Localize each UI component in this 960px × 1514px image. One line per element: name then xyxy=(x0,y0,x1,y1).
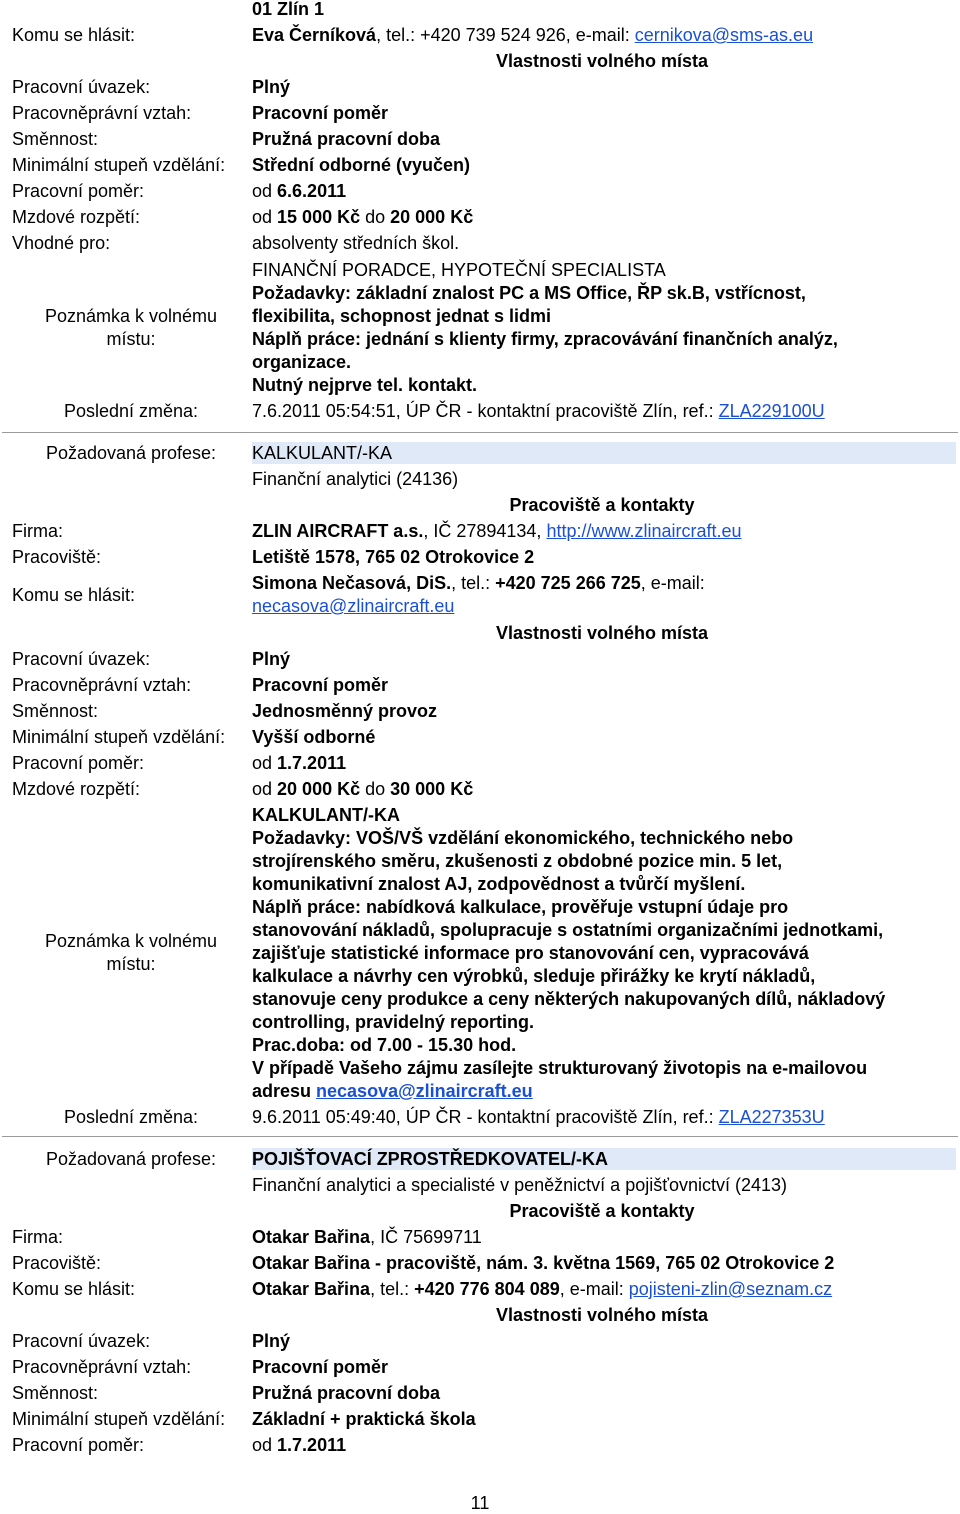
company-value xyxy=(252,520,742,542)
ref-link[interactable]: ZLA227353U xyxy=(718,1107,825,1127)
workplace-contacts-heading: Pracoviště a kontakty xyxy=(509,1201,695,1221)
contact-label: Komu se hlásit: xyxy=(12,1279,136,1299)
suitable-label: Vhodné pro: xyxy=(12,233,111,253)
note-line: stanovuje ceny produkce a ceny některých nakupovaných dílů, nákladový xyxy=(252,989,886,1009)
last-change-value xyxy=(252,400,825,422)
last-change-text: 9.6.2011 05:49:40, ÚP ČR - kontaktní pracoviště Zlín, ref.: xyxy=(252,1107,719,1127)
note-label: Poznámka k volnému xyxy=(44,306,218,326)
company-label: Firma: xyxy=(12,521,63,541)
employment-date: 6.6.2011 xyxy=(277,181,347,201)
contact-label: Komu se hlásit: xyxy=(12,585,136,605)
employment-prefix: od xyxy=(252,1435,278,1455)
contact-phone: +420 725 266 725 xyxy=(495,573,641,593)
note-address-prefix: adresu xyxy=(252,1081,317,1101)
workplace-label: Pracoviště: xyxy=(12,1253,102,1273)
shifts-value: Jednosměnný provoz xyxy=(252,701,438,721)
legal-relation-label: Pracovněprávní vztah: xyxy=(12,675,192,695)
contact-details-2: , e-mail: xyxy=(640,573,705,593)
profession-category: Finanční analytici (24136) xyxy=(252,469,459,489)
salary-mid: do xyxy=(360,207,391,227)
contact-email-link[interactable]: pojisteni-zlin@seznam.cz xyxy=(628,1279,833,1299)
salary-value xyxy=(252,778,473,800)
salary-label: Mzdové rozpětí: xyxy=(12,207,141,227)
last-change-text: 7.6.2011 05:54:51, ÚP ČR - kontaktní pracoviště Zlín, ref.: xyxy=(252,401,719,421)
note-line: kalkulace a návrhy cen výrobků, sleduje přirážky ke krytí nákladů, xyxy=(252,966,816,986)
ref-link[interactable]: ZLA229100U xyxy=(718,401,825,421)
note-line: flexibilita, schopnost jednat s lidmi xyxy=(252,306,552,326)
salary-label: Mzdové rozpětí: xyxy=(12,779,141,799)
contact-phone: +420 776 804 089 xyxy=(414,1279,560,1299)
salary-prefix: od xyxy=(252,779,278,799)
legal-relation-value: Pracovní poměr xyxy=(252,1357,389,1377)
note-line: komunikativní znalost AJ, zodpovědnost a tvůrčí myšlení. xyxy=(252,874,746,894)
note-line: organizace. xyxy=(252,352,352,372)
employment-date: 1.7.2011 xyxy=(277,1435,347,1455)
profession-category: Finanční analytici a specialisté v peněžnictví a pojišťovnictví (2413) xyxy=(252,1175,788,1195)
contact-details: , tel.: +420 739 524 926, e-mail: xyxy=(376,25,635,45)
note-line: Požadavky: VOŠ/VŠ vzdělání ekonomického, technického nebo xyxy=(252,828,794,848)
contact-details-2: , e-mail: xyxy=(559,1279,629,1299)
workplace-value: Otakar Bařina - pracoviště, nám. 3. května 1569, 765 02 Otrokovice 2 xyxy=(252,1253,835,1273)
education-label: Minimální stupeň vzdělání: xyxy=(12,155,226,175)
education-value: Základní + praktická škola xyxy=(252,1409,476,1429)
contact-email-row xyxy=(252,595,454,617)
note-line: controlling, pravidelný reporting. xyxy=(252,1012,535,1032)
note-label: Poznámka k volnému xyxy=(44,931,218,951)
legal-relation-value: Pracovní poměr xyxy=(252,675,389,695)
workplace-contacts-heading: Pracoviště a kontakty xyxy=(509,495,695,515)
profession-value: POJIŠŤOVACÍ ZPROSTŘEDKOVATEL/-KA xyxy=(252,1148,956,1170)
company-details: , IČ 27894134, xyxy=(423,521,547,541)
contact-email-link[interactable]: cernikova@sms-as.eu xyxy=(634,25,814,45)
note-line: V případě Vašeho zájmu zasílejte strukturovaný životopis na e-mailovou xyxy=(252,1058,868,1078)
profession-label: Požadovaná profese: xyxy=(45,1149,217,1169)
note-line: Nutný nejprve tel. kontakt. xyxy=(252,375,478,395)
education-label: Minimální stupeň vzdělání: xyxy=(12,727,226,747)
shifts-value: Pružná pracovní doba xyxy=(252,129,441,149)
note-line: Požadavky: základní znalost PC a MS Office, ŘP sk.B, vstřícnost, xyxy=(252,283,806,303)
work-load-value: Plný xyxy=(252,77,291,97)
last-change-label: Poslední změna: xyxy=(63,401,199,421)
last-change-value xyxy=(252,1106,825,1128)
shifts-label: Směnnost: xyxy=(12,1383,99,1403)
contact-email-link[interactable]: necasova@zlinaircraft.eu xyxy=(252,596,455,616)
salary-mid: do xyxy=(360,779,391,799)
work-load-value: Plný xyxy=(252,649,291,669)
shifts-value: Pružná pracovní doba xyxy=(252,1383,441,1403)
employment-label: Pracovní poměr: xyxy=(12,753,145,773)
legal-relation-label: Pracovněprávní vztah: xyxy=(12,103,192,123)
salary-to: 30 000 Kč xyxy=(390,779,474,799)
salary-value xyxy=(252,206,473,228)
employment-value xyxy=(252,752,346,774)
contact-value xyxy=(252,1278,832,1300)
note-line: Náplň práce: nabídková kalkulace, prověřuje vstupní údaje pro xyxy=(252,897,789,917)
contact-details: , tel.: xyxy=(370,1279,415,1299)
shifts-label: Směnnost: xyxy=(12,129,99,149)
profession-label: Požadovaná profese: xyxy=(45,443,217,463)
workplace-label: Pracoviště: xyxy=(12,547,102,567)
shifts-label: Směnnost: xyxy=(12,701,99,721)
education-label: Minimální stupeň vzdělání: xyxy=(12,1409,226,1429)
vacancy-props-heading: Vlastnosti volného místa xyxy=(495,1305,709,1325)
employment-label: Pracovní poměr: xyxy=(12,1435,145,1455)
company-name: Otakar Bařina xyxy=(252,1227,371,1247)
salary-from: 20 000 Kč xyxy=(277,779,361,799)
note-line xyxy=(252,1080,533,1102)
contact-value xyxy=(252,24,813,46)
contact-details: , tel.: xyxy=(451,573,496,593)
note-line: Prac.doba: od 7.00 - 15.30 hod. xyxy=(252,1035,517,1055)
workplace-value: Letiště 1578, 765 02 Otrokovice 2 xyxy=(252,547,535,567)
listing-separator xyxy=(2,1136,958,1137)
employment-value xyxy=(252,1434,346,1456)
listing-separator xyxy=(2,432,958,433)
contact-name: Eva Černíková xyxy=(252,25,377,45)
note-label-2: místu: xyxy=(106,329,156,349)
employment-label: Pracovní poměr: xyxy=(12,181,145,201)
note-line: FINANČNÍ PORADCE, HYPOTEČNÍ SPECIALISTA xyxy=(252,260,666,280)
company-url-link[interactable]: http://www.zlinaircraft.eu xyxy=(546,521,742,541)
legal-relation-value: Pracovní poměr xyxy=(252,103,389,123)
company-details: , IČ 75699711 xyxy=(370,1227,482,1247)
address-tail: 01 Zlín 1 xyxy=(252,0,325,19)
employment-prefix: od xyxy=(252,181,278,201)
contact-name: Otakar Bařina xyxy=(252,1279,371,1299)
employment-prefix: od xyxy=(252,753,278,773)
page-number: 11 xyxy=(470,1493,490,1513)
company-value xyxy=(252,1226,482,1248)
work-load-value: Plný xyxy=(252,1331,291,1351)
note-label-2: místu: xyxy=(106,954,156,974)
note-line: strojírenského směru, zkušenosti z obdobné pozice min. 5 let, xyxy=(252,851,783,871)
company-name: ZLIN AIRCRAFT a.s. xyxy=(252,521,424,541)
suitable-value: absolventy středních škol. xyxy=(252,233,460,253)
note-line: Náplň práce: jednání s klienty firmy, zpracovávání finančních analýz, xyxy=(252,329,838,349)
employment-date: 1.7.2011 xyxy=(277,753,347,773)
note-line: zajišťuje statistické informace pro stanovování cen, vypracovává xyxy=(252,943,809,963)
employment-value xyxy=(252,180,346,202)
salary-to: 20 000 Kč xyxy=(390,207,474,227)
education-value: Vyšší odborné xyxy=(252,727,376,747)
contact-name: Simona Nečasová, DiS. xyxy=(252,573,452,593)
contact-value xyxy=(252,572,705,594)
salary-prefix: od xyxy=(252,207,278,227)
note-line: KALKULANT/-KA xyxy=(252,805,400,825)
legal-relation-label: Pracovněprávní vztah: xyxy=(12,1357,192,1377)
vacancy-props-heading: Vlastnosti volného místa xyxy=(495,51,709,71)
company-label: Firma: xyxy=(12,1227,63,1247)
profession-value: KALKULANT/-KA xyxy=(252,442,956,464)
note-line: stanovování nákladů, spolupracuje s ostatními organizačními jednotkami, xyxy=(252,920,884,940)
work-load-label: Pracovní úvazek: xyxy=(12,77,151,97)
contact-label: Komu se hlásit: xyxy=(12,25,136,45)
education-value: Střední odborné (vyučen) xyxy=(252,155,471,175)
salary-from: 15 000 Kč xyxy=(277,207,361,227)
work-load-label: Pracovní úvazek: xyxy=(12,649,151,669)
note-email-link[interactable]: necasova@zlinaircraft.eu xyxy=(316,1081,533,1101)
vacancy-props-heading: Vlastnosti volného místa xyxy=(495,623,709,643)
last-change-label: Poslední změna: xyxy=(63,1107,199,1127)
work-load-label: Pracovní úvazek: xyxy=(12,1331,151,1351)
